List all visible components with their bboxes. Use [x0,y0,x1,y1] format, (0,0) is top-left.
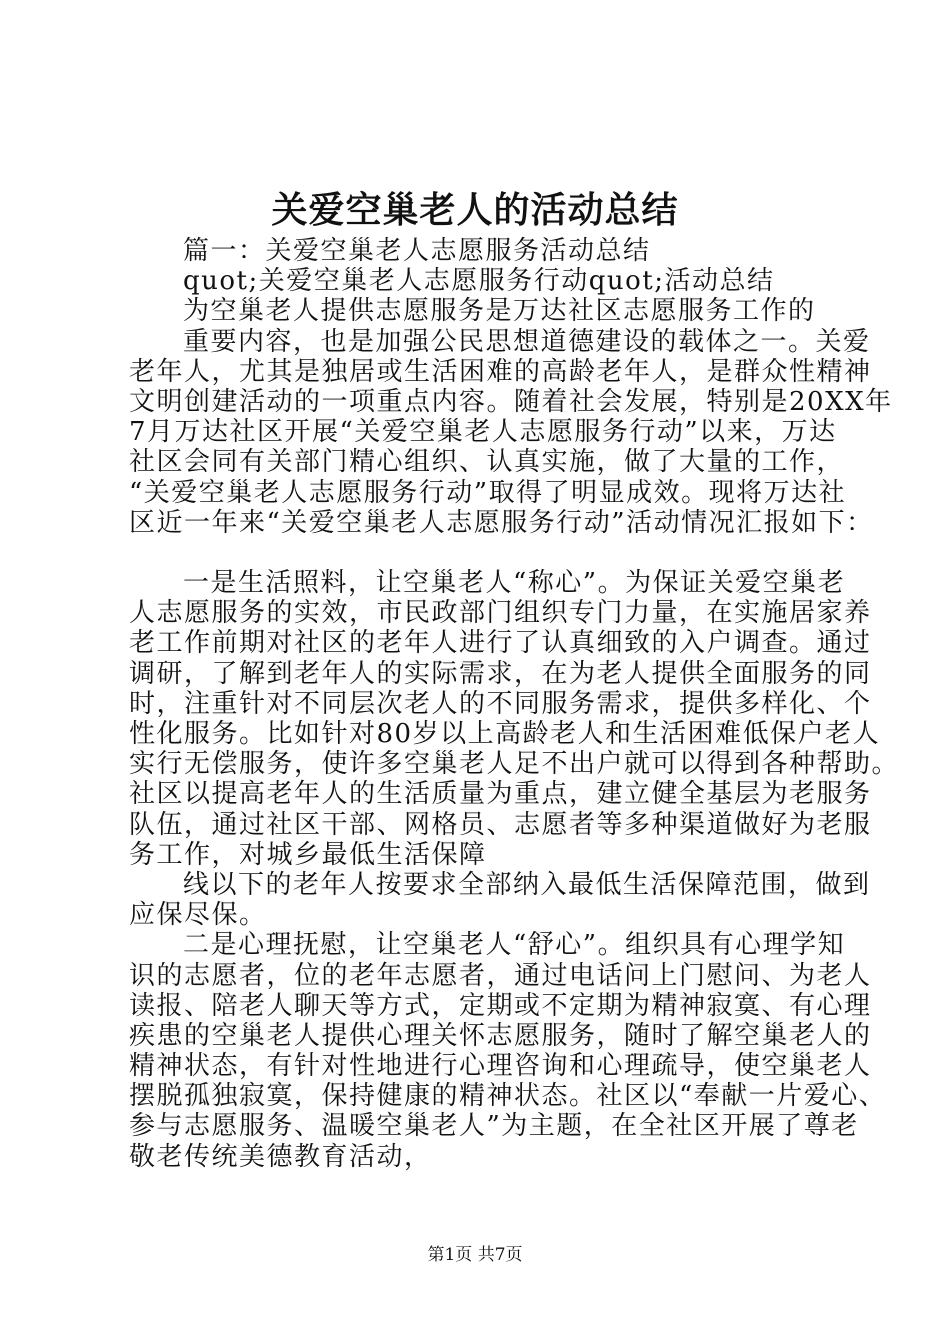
text-line: 7月万达社区开展“关爱空巢老人志愿服务行动”以来，万达 [129,417,837,448]
text-line: 读报、陪老人聊天等方式，定期或不定期为精神寂寞、有心理 [129,990,872,1021]
text-line: 区近一年来“关爱空巢老人志愿服务行动”活动情况汇报如下： [129,507,874,538]
paragraph-gap [129,538,841,568]
text-line: quot;关爱空巢老人志愿服务行动quot;活动总结 [183,266,775,297]
text-line: 务工作，对城乡最低生活保障 [129,839,487,870]
text-line: 为空巢老人提供志愿服务是万达社区志愿服务工作的 [183,296,816,327]
text-line: 一是生活照料，让空巢老人“称心”。为保证关爱空巢老 [183,568,846,599]
text-line: 性化服务。比如针对80岁以上高龄老人和生活困难低保户老人 [129,719,881,749]
text-line: 精神状态，有针对性地进行心理咨询和心理疏导，使空巢老人 [129,1051,872,1082]
text-line: 敬老传统美德教育活动， [129,1141,432,1172]
text-line: 识的志愿者，位的老年志愿者，通过电话问上门慰问、为老人 [129,960,872,991]
text-line: 摆脱孤独寂寞，保持健康的精神状态。社区以“奉献一片爱心、 [129,1081,887,1112]
text-line: 人志愿服务的实效，市民政部门组织专门力量，在实施居家养 [129,598,872,629]
text-line: 时，注重针对不同层次老人的不同服务需求，提供多样化、个 [129,688,872,719]
text-line: 线以下的老年人按要求全部纳入最低生活保障范围，做到 [183,869,871,900]
document-body [129,236,900,1172]
text-line: 调研，了解到老年人的实际需求，在为老人提供全面服务的同 [129,658,872,689]
text-line: 重要内容，也是加强公民思想道德建设的载体之一。关爱 [183,326,871,357]
text-line: 二是心理抚慰，让空巢老人“舒心”。组织具有心理学知 [183,930,846,961]
text-line: 实行无偿服务，使许多空巢老人足不出户就可以得到各种帮助。 [129,749,900,780]
document-title: 关爱空巢老人的活动总结 [271,189,679,231]
text-line: “关爱空巢老人志愿服务行动”取得了明显成效。现将万达社 [129,477,847,508]
text-line: 疾患的空巢老人提供心理关怀志愿服务，随时了解空巢老人的 [129,1020,872,1051]
text-line: 老工作前期对社区的老年人进行了认真细致的入户调查。通过 [129,628,872,659]
text-line: 参与志愿服务、温暖空巢老人”为主题，在全社区开展了尊老 [129,1111,859,1142]
text-line: 队伍，通过社区干部、网格员、志愿者等多种渠道做好为老服 [129,809,872,840]
text-line: 社区会同有关部门精心组织、认真实施，做了大量的工作， [129,447,845,478]
text-line: 篇一：关爱空巢老人志愿服务活动总结 [183,236,651,266]
page-number: 第1页 共7页 [427,1245,523,1265]
text-line: 社区以提高老年人的生活质量为重点，建立健全基层为老服务 [129,779,872,810]
text-line: 应保尽保。 [129,900,267,931]
text-line: 文明创建活动的一项重点内容。随着社会发展，特别是20XX年 [129,386,893,417]
text-line: 老年人，尤其是独居或生活困难的高龄老年人，是群众性精神 [129,356,872,387]
